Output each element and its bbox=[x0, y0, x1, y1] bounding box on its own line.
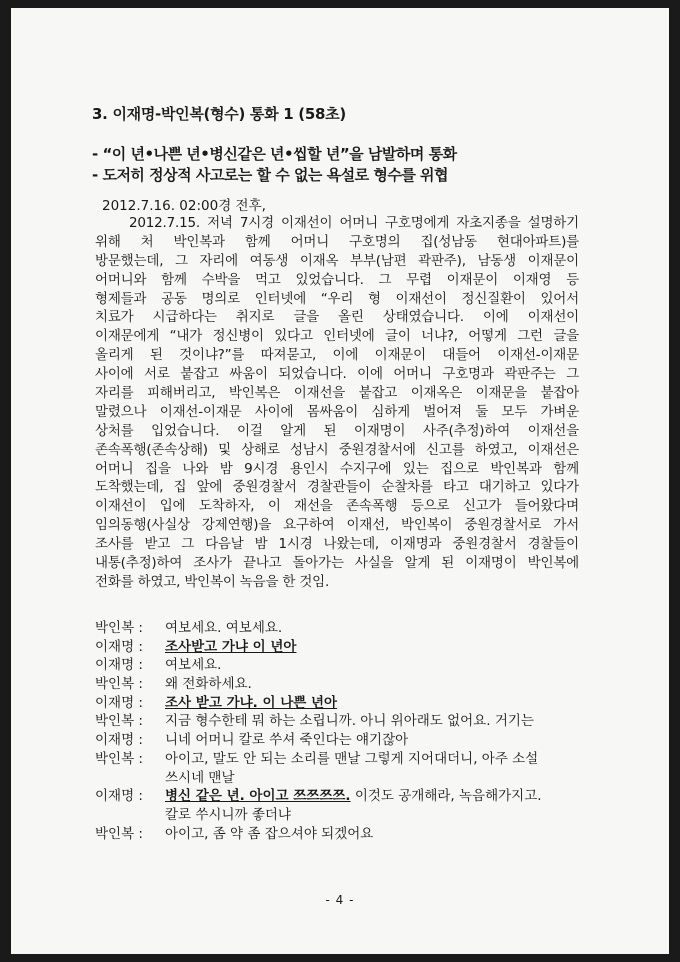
paragraph-line: 방문했는데, 그 자리에 여동생 이재옥 부부(남편 곽판주), 남동생 이재문이 bbox=[95, 252, 579, 269]
transcript-line bbox=[95, 619, 595, 638]
speaker-label: 이재명 : bbox=[95, 694, 143, 711]
paragraph-line: 자리를 피해버리고, 박인복은 이재선을 붙잡고 이재옥은 이재문을 붙잡아 bbox=[95, 385, 579, 402]
narrative-paragraph bbox=[95, 214, 579, 592]
paragraph-line: 도착했는데, 집 앞에 중원경찰서 경찰관들이 순찰차를 타고 대기하고 있다가 bbox=[95, 479, 579, 496]
paragraph-line: 존속폭행(존속상해) 및 상해로 성남시 중원경찰서에 신고를 하였고, 이재선은 bbox=[95, 441, 579, 458]
paragraph-line: 내통(추정)하여 조사가 끝나고 돌아가는 사실을 알게 된 이재명이 박인복에 bbox=[95, 555, 579, 572]
paragraph-line: 2012.7.15. 저녁 7시경 이재선이 어머니 구호명에게 자초지종을 설명하기 bbox=[129, 215, 579, 231]
date-line: 2012.7.16. 02:00경 전후, bbox=[102, 198, 266, 214]
highlighted-utterance: 병신 같은 년. 아이고 쯔쯔쯔쯔. bbox=[165, 788, 351, 805]
paragraph-line: 임의동행(사실상 강제연행)을 요구하여 이재선, 박인복이 중원경찰서로 가서 bbox=[95, 517, 579, 534]
summary-bullet: - “이 년•나쁜 년•병신같은 년•씹할 년”을 남발하며 통화 bbox=[92, 145, 457, 163]
speaker-label: 박인복 : bbox=[95, 620, 143, 636]
paragraph-line: 어머니와 함께 수박을 먹고 있었습니다. 그 무렵 이재문이 이재영 등 bbox=[95, 271, 579, 288]
utterance: 칼로 쑤시니까 좋더냐 bbox=[165, 806, 291, 823]
transcript-line bbox=[95, 750, 595, 769]
paragraph-line: 올리게 된 것이냐?”를 따져묻고, 이에 이재문이 대들어 이재선-이재문 bbox=[95, 347, 579, 364]
transcript-line bbox=[95, 656, 595, 675]
paragraph-line: 상처를 입었습니다. 이걸 알게 된 이재명이 사주(추정)하여 이재선을 bbox=[95, 422, 579, 439]
summary-bullet: - 도저히 정상적 사고로는 할 수 없는 욕설로 형수를 위협 bbox=[92, 166, 449, 184]
utterance: 여보세요. 여보세요. bbox=[165, 620, 283, 636]
call-transcript bbox=[95, 619, 595, 843]
transcript-line bbox=[95, 638, 595, 657]
paragraph-line: 말렸으나 이재선-이재문 사이에 몸싸움이 심하게 벌어져 둘 모두 가벼운 bbox=[95, 403, 579, 420]
paragraph-line: 이재선이 입에 도착하자, 이 재선을 존속폭행 등으로 신고가 들어왔다며 bbox=[95, 498, 579, 515]
document-page bbox=[11, 8, 669, 954]
transcript-line bbox=[95, 825, 595, 844]
transcript-line bbox=[95, 731, 595, 750]
utterance: 왜 전화하세요. bbox=[165, 676, 252, 693]
transcript-line bbox=[95, 694, 595, 713]
speaker-label: 박인복 : bbox=[95, 676, 143, 693]
transcript-continuation bbox=[95, 769, 595, 788]
paragraph-line: 조사를 받고 그 다음날 밤 1시경 나왔는데, 이재명과 중원경찰서 경찰들이 bbox=[95, 536, 579, 553]
speaker-label: 이재명 : bbox=[95, 638, 143, 655]
speaker-label: 이재명 : bbox=[95, 657, 143, 674]
paragraph-line: 전화를 하였고, 박인복이 녹음을 한 것임. bbox=[95, 573, 330, 590]
paragraph-line: 치료가 시급하다는 취지로 글을 올린 상태였습니다. 이에 이재선이 bbox=[95, 309, 579, 326]
transcript-continuation bbox=[95, 806, 595, 825]
speaker-label: 이재명 : bbox=[95, 788, 143, 805]
paragraph-line: 형제들과 공동 명의로 인터넷에 “우리 형 이재선이 정신질환이 있어서 bbox=[95, 290, 579, 307]
utterance: 이것도 공개해라, 녹음해가지고. bbox=[350, 788, 542, 805]
transcript-line bbox=[95, 675, 595, 694]
section-heading: 3. 이재명-박인복(형수) 통화 1 (58초) bbox=[92, 105, 346, 123]
speaker-label: 박인복 : bbox=[95, 750, 143, 767]
paragraph-line: 어머니 집을 나와 밤 9시경 용인시 수지구에 있는 집으로 박인복과 함께 bbox=[95, 460, 579, 477]
paragraph-line: 사이에 서로 붙잡고 싸움이 되었습니다. 이에 어머니 구호명과 곽판주는 그 bbox=[95, 366, 579, 383]
highlighted-utterance: 조사 받고 가냐. 이 나쁜 년아 bbox=[165, 694, 338, 711]
transcript-line bbox=[95, 787, 595, 806]
utterance: 아이고, 좀 약 좀 잡으셔야 되겠어요 bbox=[165, 825, 374, 842]
utterance: 아이고, 말도 안 되는 소리를 맨날 그렇게 지어대더니, 아주 소설 bbox=[165, 750, 539, 767]
utterance: 지금 형수한테 뭐 하는 소립니까. 아니 위아래도 없어요. 거기는 bbox=[165, 713, 534, 730]
utterance: 여보세요. bbox=[165, 657, 222, 674]
utterance: 쓰시네 맨날 bbox=[165, 769, 235, 786]
speaker-label: 이재명 : bbox=[95, 732, 143, 749]
speaker-label: 박인복 : bbox=[95, 713, 143, 730]
transcript-line bbox=[95, 712, 595, 731]
paragraph-line: 이재문에게 “내가 정신병이 있다고 인터넷에 글이 너냐?, 어떻게 그런 글을 bbox=[95, 328, 579, 345]
page-number: - 4 - bbox=[325, 893, 355, 907]
paragraph-line: 위해 처 박인복과 함께 어머니 구호명의 집(성남동 현대아파트)를 bbox=[95, 233, 579, 250]
speaker-label: 박인복 : bbox=[95, 825, 143, 842]
highlighted-utterance: 조사받고 가냐 이 년아 bbox=[165, 638, 297, 655]
utterance: 니네 어머니 칼로 쑤셔 죽인다는 얘기잖아 bbox=[165, 732, 409, 749]
